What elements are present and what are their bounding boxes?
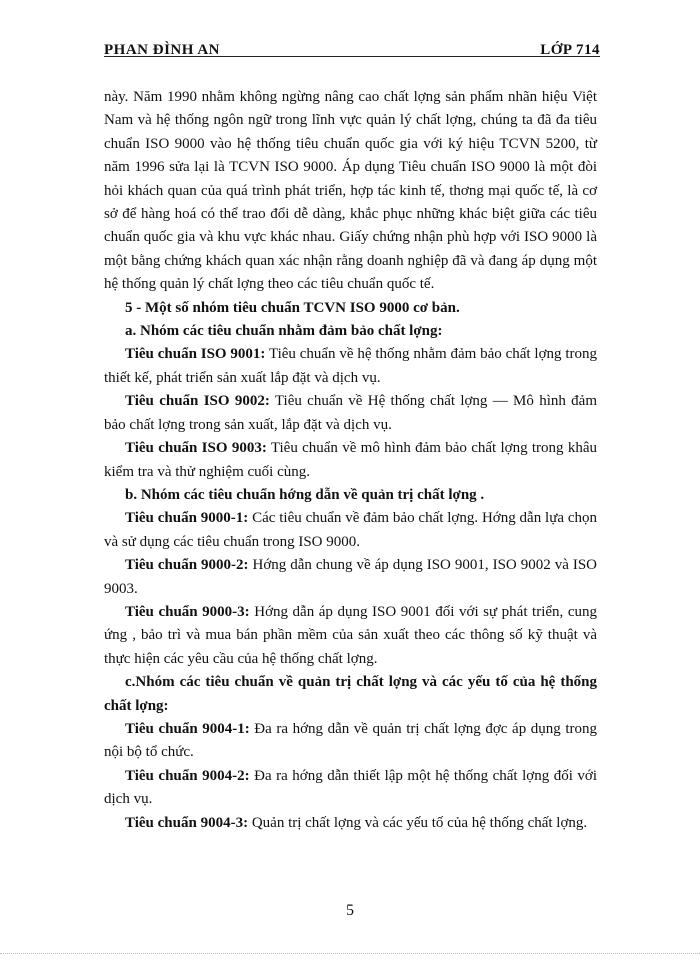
standard-label: Tiêu chuẩn 9000-3: (125, 603, 250, 620)
standard-description: Tiêu chuẩn về Hệ thống chất lợng — Mô hình đảm bảo chất lợng trong sản xuất, lắp đặt và dịch vụ. (104, 393, 597, 433)
standard-label: Tiêu chuẩn ISO 9003: (125, 440, 267, 457)
standard-description: Hớng dẫn chung về áp dụng ISO 9001, ISO 9002 và ISO 9003. (104, 557, 597, 597)
standard-description: Hớng dẫn áp dụng ISO 9001 đối với sự phát triển, cung ứng , bảo trì và mua bán phần mềm của sản xuất theo các thông số kỹ thuật và thực hiện các yêu cầu của hệ thống chất lợng. (104, 603, 597, 667)
standard-item-iso-9002 (104, 390, 597, 437)
header-author: PHAN ĐÌNH AN (104, 42, 221, 58)
subsection-heading-a: a. Nhóm các tiêu chuẩn nhằm đảm bảo chất lợng: (125, 323, 443, 340)
standard-label: Tiêu chuẩn 9004-3: (125, 814, 249, 831)
standard-item-iso-9001 (104, 343, 597, 390)
standard-item-9004-1 (104, 718, 597, 765)
paragraph-intro: này. Năm 1990 nhằm không ngừng nâng cao chất lợng sản phẩm nhãn hiệu Việt Nam và hệ thống ngôn ngữ trong lĩnh vực quản lý chất lợng, chúng ta đã đa tiêu chuẩn ISO 9000 vào hệ thống tiêu chuẩn quốc gia với ký hiệu TCVN 5200, từ năm 1996 sửa lại là TCVN ISO 9000. Áp dụng Tiêu chuẩn ISO 9000 là một đòi hỏi khách quan của quá trình phát triển, hợp tác kinh tế, thơng mại quốc tế, là cơ sở để hàng hoá có thể trao đổi dễ dàng, khắc phục những khác biệt giữa các tiêu chuẩn quốc gia và khu vực khác nhau. Giấy chứng nhận phù hợp với ISO 9000 là một bằng chứng khách quan xác nhận rằng doanh nghiệp đã và đang áp dụng một hệ thống quản lý chất lợng theo các tiêu chuẩn quốc tế. (104, 89, 597, 293)
page-number: 5 (346, 902, 354, 919)
standard-item-9000-2 (104, 554, 597, 601)
standard-description: Quản trị chất lợng và các yếu tố của hệ thống chất lợng. (248, 814, 588, 831)
standard-item-9004-3 (104, 812, 597, 835)
section-heading: 5 - Một số nhóm tiêu chuẩn TCVN ISO 9000 cơ bản. (125, 299, 460, 316)
page-header (104, 38, 600, 58)
standard-item-iso-9003 (104, 437, 597, 484)
standard-description: Các tiêu chuẩn về đảm bảo chất lợng. Hớng dẫn lựa chọn và sử dụng các tiêu chuẩn trong ISO 9000. (104, 510, 598, 550)
document-body (104, 86, 597, 835)
standard-label: Tiêu chuẩn 9000-2: (125, 557, 249, 574)
standard-label: Tiêu chuẩn ISO 9001: (125, 346, 266, 363)
subsection-heading-b: b. Nhóm các tiêu chuẩn hớng dẫn về quản trị chất lợng . (125, 486, 485, 503)
standard-label: Tiêu chuẩn 9000-1: (125, 510, 249, 527)
standard-description: Đa ra hớng dẫn thiết lập một hệ thống chất lợng đối với dịch vụ. (104, 767, 597, 808)
standard-label: Tiêu chuẩn 9004-1: (125, 720, 250, 737)
subsection-heading-c: c.Nhóm các tiêu chuẩn về quản trị chất lợng và các yếu tố của hệ thống chất lợng: (104, 674, 597, 714)
header-rule (104, 56, 600, 57)
standard-label: Tiêu chuẩn 9004-2: (125, 767, 250, 784)
header-class: LỚP 714 (540, 42, 600, 58)
standard-item-9000-3 (104, 601, 597, 671)
standard-item-9004-2 (104, 765, 597, 812)
standard-item-9000-1 (104, 507, 597, 554)
standard-description: Tiêu chuẩn về mô hình đảm bảo chất lợng trong khâu kiểm tra và thử nghiệm cuối cùng. (104, 440, 597, 480)
standard-description: Tiêu chuẩn về hệ thống nhằm đảm bảo chất lợng trong thiết kế, phát triển sản xuất lắp đặt và dịch vụ. (104, 346, 597, 386)
footer-dotted-rule (0, 953, 700, 954)
standard-description: Đa ra hớng dẫn về quản trị chất lợng đợc áp dụng trong nội bộ tổ chức. (104, 720, 597, 761)
standard-label: Tiêu chuẩn ISO 9002: (125, 393, 270, 410)
